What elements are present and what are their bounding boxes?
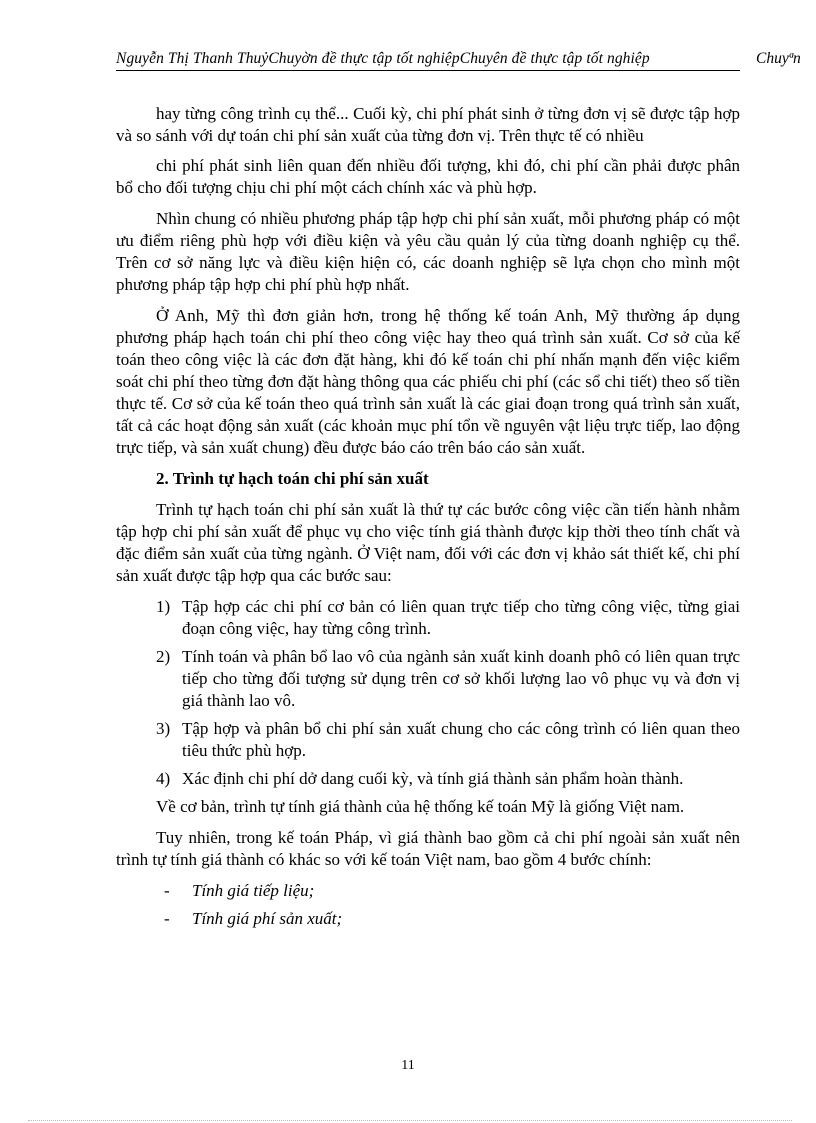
dash-list bbox=[116, 880, 740, 930]
paragraph-5: Trình tự hạch toán chi phí sản xuất là thứ tự các bước công việc cần tiến hành nhằm tập hợp chi phí sản xuất để phục vụ cho việc tính giá thành được kịp thời theo tính chất và đặc điểm sản xuất của từng ngành. Ở Việt nam, đối với các đơn vị khảo sát thiết kế, chi phí sản xuất được tập hợp qua các bước sau: bbox=[116, 500, 740, 585]
list-text: Tính giá tiếp liệu; bbox=[192, 881, 315, 900]
dash-marker: - bbox=[164, 909, 170, 928]
list-item bbox=[116, 596, 740, 640]
list-item bbox=[116, 768, 740, 790]
list-item bbox=[116, 880, 740, 902]
paragraph-6: Về cơ bản, trình tự tính giá thành của hệ thống kế toán Mỹ là giống Việt nam. bbox=[156, 797, 685, 816]
header-title: Nguyễn Thị Thanh ThuỷChuyờn đề thực tập tốt nghiệpChuyên đề thực tập tốt nghiệp bbox=[116, 50, 650, 67]
header-rule bbox=[116, 70, 740, 71]
list-item bbox=[116, 646, 740, 712]
list-number: 2) bbox=[156, 647, 171, 666]
dash-marker: - bbox=[164, 881, 170, 900]
list-text: Tập hợp và phân bổ chi phí sản xuất chung cho các công trình có liên quan theo tiêu thức phù hợp. bbox=[182, 719, 740, 760]
section-heading: 2. Trình tự hạch toán chi phí sản xuất bbox=[156, 469, 429, 488]
paragraph-2: chi phí phát sinh liên quan đến nhiều đối tượng, khi đó, chi phí cần phải được phân bổ cho đối tượng chịu chi phí một cách chính xác và phù hợp. bbox=[116, 156, 740, 197]
list-item bbox=[116, 718, 740, 762]
document-body bbox=[116, 103, 740, 936]
list-number: 3) bbox=[156, 719, 171, 738]
paragraph-3: Nhìn chung có nhiều phương pháp tập hợp chi phí sản xuất, mỗi phương pháp có một ưu điểm riêng phù hợp với điều kiện và yêu cầu quản lý của từng doanh nghiệp cụ thể. Trên cơ sở năng lực và điều kiện hiện có, các doanh nghiệp sẽ lựa chọn cho mình một phương pháp tập hợp chi phí phù hợp nhất. bbox=[116, 209, 740, 294]
list-text: Tính giá phí sản xuất; bbox=[192, 909, 343, 928]
page-bottom-divider bbox=[28, 1120, 792, 1121]
list-item bbox=[116, 908, 740, 930]
list-text: Tính toán và phân bổ lao vô của ngành sản xuất kinh doanh phô có liên quan trực tiếp cho từng đối tượng sử dụng trên cơ sở khối lượng lao vô phục vụ và đơn vị giá thành lao vô. bbox=[182, 647, 740, 710]
list-text: Tập hợp các chi phí cơ bản có liên quan trực tiếp cho từng công việc, từng giai đoạn công việc, hay từng công trình. bbox=[182, 597, 740, 638]
page-header bbox=[116, 48, 808, 72]
list-text: Xác định chi phí dở dang cuối kỳ, và tính giá thành sản phẩm hoàn thành. bbox=[182, 769, 684, 788]
numbered-list bbox=[116, 596, 740, 790]
header-right-text: Chuyªn bbox=[756, 50, 801, 67]
paragraph-4: Ở Anh, Mỹ thì đơn giản hơn, trong hệ thống kế toán Anh, Mỹ thường áp dụng phương pháp hạch toán chi phí theo công việc hay theo quá trình sản xuất. Cơ sở của kế toán theo công việc là các đơn đặt hàng, khi đó kế toán chi phí nhấn mạnh đến việc kiểm soát chi phí theo từng đơn đặt hàng thông qua các phiếu chi phí (các sổ chi tiết) theo số tiền thực tế. Cơ sở của kế toán theo quá trình sản xuất là các giai đoạn trong quá trình sản xuất, tất cả các hoạt động sản xuất (các khoản mục phí tổn về nguyên vật liệu trực tiếp, lao động trực tiếp, và sản xuất chung) đều được báo cáo trên báo cáo sản xuất. bbox=[116, 306, 740, 457]
paragraph-7: Tuy nhiên, trong kế toán Pháp, vì giá thành bao gồm cả chi phí ngoài sản xuất nên trình tự tính giá thành có khác so với kế toán Việt nam, bao gồm 4 bước chính: bbox=[116, 828, 740, 869]
list-number: 1) bbox=[156, 597, 171, 616]
paragraph-1: hay từng công trình cụ thể... Cuối kỳ, chi phí phát sinh ở từng đơn vị sẽ được tập hợp và so sánh với dự toán chi phí sản xuất của từng đơn vị. Trên thực tế có nhiều bbox=[116, 104, 740, 145]
page-number: 11 bbox=[401, 1058, 415, 1073]
list-number: 4) bbox=[156, 769, 171, 788]
